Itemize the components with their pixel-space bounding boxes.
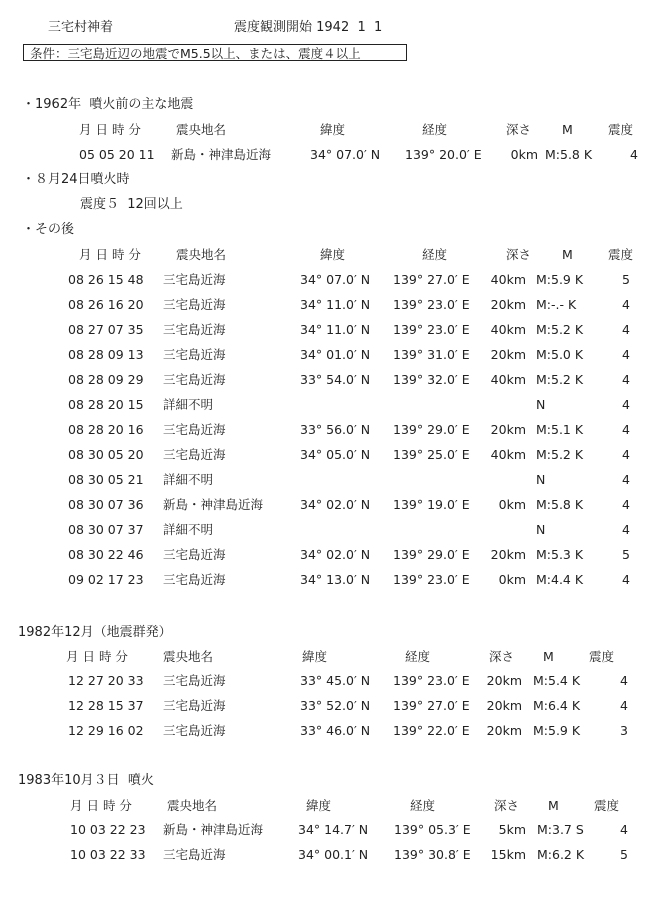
cell-latitude: 33° 52.0′ N (300, 698, 371, 713)
cell-magnitude: M:5.8 K (536, 497, 584, 512)
cell-magnitude: M:5.2 K (536, 372, 584, 387)
cell-location: 三宅島近海 (163, 347, 226, 362)
cell-latitude: 34° 01.0′ N (300, 347, 371, 362)
cell-longitude: 139° 32.0′ E (393, 372, 470, 387)
table-row (0, 723, 667, 739)
cell-date: 08 26 16 20 (68, 297, 144, 312)
col-location: 震央地名 (163, 649, 214, 664)
col-depth: 深さ (506, 122, 532, 137)
cell-latitude: 33° 54.0′ N (300, 372, 371, 387)
col-depth: 深さ (506, 247, 532, 262)
cell-magnitude: M:4.4 K (536, 572, 584, 587)
cell-intensity: 4 (622, 422, 630, 437)
cell-location: 三宅島近海 (163, 272, 226, 287)
cell-location: 新島・神津島近海 (163, 822, 264, 837)
cell-intensity: 4 (622, 297, 630, 312)
cell-magnitude: M:5.8 K (545, 147, 593, 162)
cell-longitude: 139° 05.3′ E (394, 822, 471, 837)
cell-depth: 20km (490, 547, 526, 562)
cell-magnitude: M:5.2 K (536, 322, 584, 337)
table-row (0, 372, 667, 388)
cell-depth: 0km (510, 147, 538, 162)
col-longitude: 経度 (405, 649, 431, 664)
table-row (0, 673, 667, 689)
cell-magnitude: M:-.- K (536, 297, 577, 312)
col-date: 月 日 時 分 (70, 798, 132, 813)
cell-latitude: 34° 05.0′ N (300, 447, 371, 462)
section-title-1983: 1983年10月３日 噴火 (18, 773, 154, 788)
table-row (0, 447, 667, 463)
column-header-1982 (0, 649, 667, 665)
cell-magnitude: M:5.4 K (533, 673, 581, 688)
cell-depth: 20km (486, 698, 522, 713)
cell-depth: 20km (490, 347, 526, 362)
table-row (0, 297, 667, 313)
cell-intensity: 4 (622, 447, 630, 462)
col-longitude: 経度 (422, 247, 448, 262)
col-latitude: 緯度 (320, 122, 346, 137)
cell-depth: 40km (490, 447, 526, 462)
cell-latitude: 34° 02.0′ N (300, 497, 371, 512)
cell-intensity: 4 (622, 347, 630, 362)
cell-magnitude: N (536, 397, 546, 412)
cell-location: 三宅島近海 (163, 547, 226, 562)
section-title-1962: ・1962年 噴火前の主な地震 (22, 97, 194, 112)
cell-location: 三宅島近海 (163, 572, 226, 587)
col-location: 震央地名 (167, 798, 218, 813)
cell-depth: 20km (490, 422, 526, 437)
cell-date: 05 05 20 11 (79, 147, 155, 162)
cell-depth: 0km (498, 497, 526, 512)
cell-date: 08 28 20 16 (68, 422, 144, 437)
cell-date: 08 30 22 46 (68, 547, 144, 562)
col-latitude: 緯度 (302, 649, 328, 664)
cell-location: 詳細不明 (163, 522, 214, 537)
cell-location: 三宅島近海 (163, 723, 226, 738)
cell-longitude: 139° 23.0′ E (393, 297, 470, 312)
col-date: 月 日 時 分 (79, 247, 141, 262)
table-row (0, 847, 667, 863)
col-intensity: 震度 (594, 798, 620, 813)
col-date: 月 日 時 分 (66, 649, 128, 664)
col-latitude: 緯度 (306, 798, 332, 813)
cell-date: 12 29 16 02 (68, 723, 144, 738)
table-row (0, 472, 667, 488)
cell-location: 新島・神津島近海 (171, 147, 272, 162)
eruption-note: 震度５ 12回以上 (80, 197, 183, 212)
cell-date: 09 02 17 23 (68, 572, 144, 587)
section-title-1982: 1982年12月（地震群発） (18, 625, 172, 640)
cell-date: 08 30 07 36 (68, 497, 144, 512)
cell-depth: 15km (490, 847, 526, 862)
condition-box: 条件：三宅島近辺の地震でM5.5以上、または、震度４以上 (23, 44, 407, 61)
cell-longitude: 139° 22.0′ E (393, 723, 470, 738)
table-row (0, 572, 667, 588)
table-row (0, 422, 667, 438)
cell-date: 08 30 05 21 (68, 472, 144, 487)
cell-longitude: 139° 23.0′ E (393, 673, 470, 688)
cell-depth: 20km (490, 297, 526, 312)
column-header-1983 (0, 798, 667, 814)
col-depth: 深さ (489, 649, 515, 664)
col-location: 震央地名 (176, 247, 227, 262)
table-row (0, 522, 667, 538)
cell-latitude: 33° 45.0′ N (300, 673, 371, 688)
cell-depth: 40km (490, 372, 526, 387)
cell-latitude: 34° 14.7′ N (298, 822, 369, 837)
cell-longitude: 139° 27.0′ E (393, 272, 470, 287)
table-row (0, 497, 667, 513)
col-magnitude: M (562, 247, 573, 262)
cell-latitude: 33° 56.0′ N (300, 422, 371, 437)
col-intensity: 震度 (589, 649, 615, 664)
cell-latitude: 34° 11.0′ N (300, 322, 371, 337)
cell-depth: 40km (490, 322, 526, 337)
cell-magnitude: M:3.7 S (537, 822, 584, 837)
cell-depth: 20km (486, 673, 522, 688)
cell-latitude: 34° 07.0′ N (300, 272, 371, 287)
table-row (0, 272, 667, 288)
cell-longitude: 139° 29.0′ E (393, 547, 470, 562)
cell-depth: 20km (486, 723, 522, 738)
col-magnitude: M (548, 798, 559, 813)
cell-magnitude: M:5.0 K (536, 347, 584, 362)
cell-date: 10 03 22 23 (70, 822, 146, 837)
cell-location: 三宅島近海 (163, 297, 226, 312)
cell-magnitude: M:5.9 K (536, 272, 584, 287)
table-row (0, 547, 667, 563)
cell-intensity: 3 (620, 723, 628, 738)
cell-date: 08 30 07 37 (68, 522, 144, 537)
col-intensity: 震度 (608, 122, 634, 137)
col-intensity: 震度 (608, 247, 634, 262)
table-row (0, 322, 667, 338)
cell-magnitude: M:6.4 K (533, 698, 581, 713)
cell-location: 三宅島近海 (163, 447, 226, 462)
col-magnitude: M (543, 649, 554, 664)
cell-depth: 0km (498, 572, 526, 587)
cell-date: 08 28 09 29 (68, 372, 144, 387)
cell-date: 12 27 20 33 (68, 673, 144, 688)
cell-location: 詳細不明 (163, 472, 214, 487)
column-header-after (0, 247, 667, 263)
col-magnitude: M (562, 122, 573, 137)
cell-longitude: 139° 25.0′ E (393, 447, 470, 462)
cell-location: 三宅島近海 (163, 322, 226, 337)
cell-date: 12 28 15 37 (68, 698, 144, 713)
table-row (0, 347, 667, 363)
cell-intensity: 4 (622, 522, 630, 537)
cell-intensity: 4 (620, 698, 628, 713)
cell-location: 三宅島近海 (163, 673, 226, 688)
station-name: 三宅村神着 (48, 20, 114, 35)
table-row (0, 397, 667, 413)
cell-intensity: 4 (622, 497, 630, 512)
cell-latitude: 34° 07.0′ N (310, 147, 381, 162)
cell-longitude: 139° 31.0′ E (393, 347, 470, 362)
cell-longitude: 139° 20.0′ E (405, 147, 482, 162)
cell-date: 08 28 20 15 (68, 397, 144, 412)
column-header-1962 (0, 122, 667, 138)
col-longitude: 経度 (422, 122, 448, 137)
cell-date: 08 30 05 20 (68, 447, 144, 462)
cell-intensity: 4 (622, 572, 630, 587)
cell-magnitude: M:5.1 K (536, 422, 584, 437)
cell-longitude: 139° 30.8′ E (394, 847, 471, 862)
cell-magnitude: N (536, 472, 546, 487)
col-date: 月 日 時 分 (79, 122, 141, 137)
cell-location: 三宅島近海 (163, 698, 226, 713)
cell-longitude: 139° 19.0′ E (393, 497, 470, 512)
cell-longitude: 139° 27.0′ E (393, 698, 470, 713)
cell-intensity: 4 (620, 673, 628, 688)
col-longitude: 経度 (410, 798, 436, 813)
cell-latitude: 33° 46.0′ N (300, 723, 371, 738)
cell-depth: 5km (498, 822, 526, 837)
cell-intensity: 4 (620, 822, 628, 837)
cell-longitude: 139° 23.0′ E (393, 322, 470, 337)
section-title-0824: ・８月24日噴火時 (22, 172, 130, 187)
cell-intensity: 4 (630, 147, 638, 162)
cell-date: 08 27 07 35 (68, 322, 144, 337)
cell-intensity: 4 (622, 472, 630, 487)
cell-magnitude: M:5.2 K (536, 447, 584, 462)
cell-magnitude: M:5.3 K (536, 547, 584, 562)
cell-intensity: 4 (622, 322, 630, 337)
col-location: 震央地名 (176, 122, 227, 137)
cell-latitude: 34° 00.1′ N (298, 847, 369, 862)
table-row (0, 822, 667, 838)
cell-date: 08 26 15 48 (68, 272, 144, 287)
cell-magnitude: M:6.2 K (537, 847, 585, 862)
cell-intensity: 5 (622, 272, 630, 287)
cell-intensity: 4 (622, 397, 630, 412)
cell-location: 新島・神津島近海 (163, 497, 264, 512)
cell-intensity: 5 (620, 847, 628, 862)
cell-date: 10 03 22 33 (70, 847, 146, 862)
table-row (0, 698, 667, 714)
section-title-after: ・その後 (22, 222, 75, 237)
cell-location: 三宅島近海 (163, 422, 226, 437)
cell-location: 詳細不明 (163, 397, 214, 412)
observation-start: 震度観測開始 1942 1 1 (234, 20, 383, 35)
table-row (0, 147, 667, 163)
cell-depth: 40km (490, 272, 526, 287)
col-latitude: 緯度 (320, 247, 346, 262)
cell-location: 三宅島近海 (163, 847, 226, 862)
cell-location: 三宅島近海 (163, 372, 226, 387)
cell-magnitude: N (536, 522, 546, 537)
cell-latitude: 34° 13.0′ N (300, 572, 371, 587)
cell-longitude: 139° 23.0′ E (393, 572, 470, 587)
cell-magnitude: M:5.9 K (533, 723, 581, 738)
col-depth: 深さ (494, 798, 520, 813)
cell-date: 08 28 09 13 (68, 347, 144, 362)
cell-latitude: 34° 02.0′ N (300, 547, 371, 562)
cell-intensity: 4 (622, 372, 630, 387)
cell-longitude: 139° 29.0′ E (393, 422, 470, 437)
cell-intensity: 5 (622, 547, 630, 562)
cell-latitude: 34° 11.0′ N (300, 297, 371, 312)
